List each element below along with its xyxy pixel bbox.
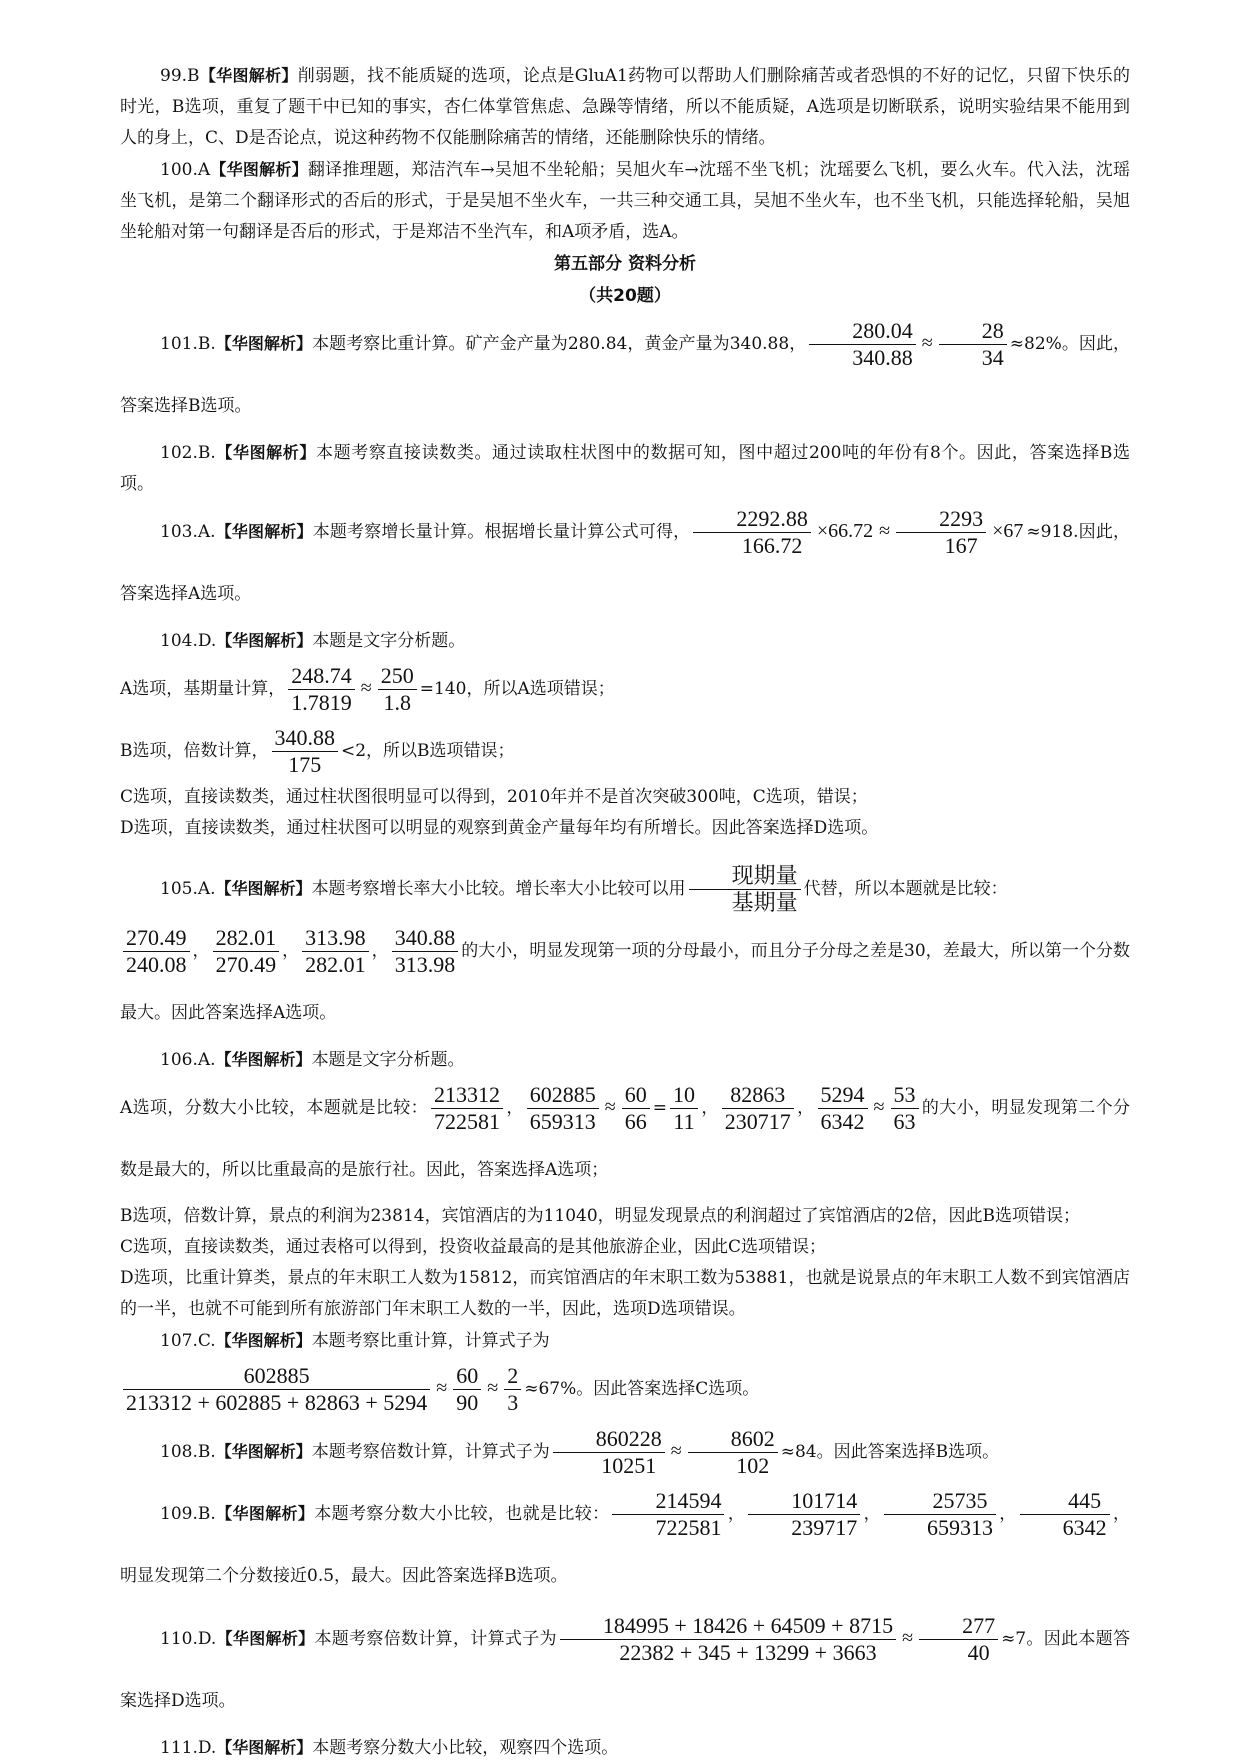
answer-111: 111.D.【华图解析】本题考察分数大小比较，观察四个选项。 [160,1738,619,1758]
section-subtitle: （共20题） [579,286,671,306]
answer-104-option-c: C选项，直接读数类，通过柱状图很明显可以得到，2010年并不是首次突破300吨，C选项，错误； [120,787,868,807]
answer-106-option-d: D选项，比重计算类，景点的年末职工人数为15812，而宾馆酒店的年末职工数为53881，也就是说景点的年末职工人数不到宾馆酒店的一半，也就不可能到所有旅游部门年末职工人数的一半，因此，选项D选项错误。 [120,1268,1130,1319]
answer-103: 103.A.【华图解析】本题考察增长量计算。根据增长量计算公式可得， $\frac{2292.88}{166.72}$ ×66.72 ≈ $\frac{2293}{167}$ ×67 ≈918.因此，答案选择A选项。 [120,506,1130,604]
answer-104: 104.D.【华图解析】本题是文字分析题。 [160,631,466,651]
answer-106: 106.A.【华图解析】本题是文字分析题。 [160,1050,465,1070]
answer-104-option-d: D选项，直接读数类，通过柱状图可以明显的观察到黄金产量每年均有所增长。因此答案选择D选项。 [120,818,879,838]
answer-99: 99.B【华图解析】削弱题，找不能质疑的选项，论点是GluA1药物可以帮助人们删除痛苦或者恐惧的不好的记忆，只留下快乐的时光，B选项，重复了题干中已知的事实，杏仁体掌管焦虑、急躁等情绪，所以不能质疑，A选项是切断联系，说明实验结果不能用到人的身上，C、D是否论点，说这种药物不仅能删除痛苦的情绪，还能删除快乐的情绪。 [120,66,1130,148]
answer-106-option-b: B选项，倍数计算，景点的利润为23814，宾馆酒店的为11040，明显发现景点的利润超过了宾馆酒店的2倍，因此B选项错误； [120,1206,1080,1226]
answer-104-option-a: A选项，基期量计算， $\frac{248.74}{1.7819}$ ≈ $\frac{250}{1.8}$ =140，所以A选项错误； [120,663,615,715]
answer-101: 101.B.【华图解析】本题考察比重计算。矿产金产量为280.84，黄金产量为340.88， $\frac{280.04}{340.88}$ ≈ $\frac{28}{34}$ ≈82%。因此，答案选择B选项。 [120,318,1130,416]
answer-109: 109.B.【华图解析】本题考察分数大小比较，也就是比较： $\frac{214594}{722581}$ ， $\frac{101714}{239717}$ ， $\frac{25735}{659313}$ ， $\frac{445}{6342}$ ，明显发现第二个分数接近0.5，最大。因此答案选择B选项。 [120,1488,1131,1586]
answer-105-fractions: $\frac{270.49}{240.08}$ ， $\frac{282.01}{270.49}$ ， $\frac{313.98}{282.01}$ ， $\frac{340.88}{313.98}$ 的大小，明显发现第一项的分母最小，而且分子分母之差是30，差最大，所以第一个分数最大。因此答案选择A选项。 [120,925,1130,1023]
answer-104-option-b: B选项，倍数计算， $\frac{340.88}{175}$ <2，所以B选项错误； [120,725,515,777]
answer-106-option-c: C选项，直接读数类，通过表格可以得到，投资收益最高的是其他旅游企业，因此C选项错误； [120,1237,827,1257]
answer-100: 100.A【华图解析】翻译推理题，郑洁汽车→吴旭不坐轮船；吴旭火车→沈瑶不坐飞机；沈瑶要么飞机，要么火车。代入法，沈瑶坐飞机，是第二个翻译形式的否后的形式，于是吴旭不坐火车，一共三种交通工具，吴旭不坐火车，也不坐飞机，只能选择轮船，吴旭坐轮船对第一句翻译是否后的形式，于是郑洁不坐汽车，和A项矛盾，选A。 [120,160,1130,242]
answer-106-option-a: A选项，分数大小比较，本题就是比较： $\frac{213312}{722581}$ ， $\frac{602885}{659313}$ ≈ $\frac{60}{66}$ = $\frac{10}{11}$ ， $\frac{82863}{230717}$ ， $\frac{5294}{6342}$ ≈ $\frac{53}{63}$ 的大小，明显发现第二个分数是最大的，所以比重最高的是旅行社。因此，答案选择A选项； [120,1082,1130,1180]
answer-108: 108.B.【华图解析】本题考察倍数计算，计算式子为 $\frac{860228}{10251}$ ≈ $\frac{8602}{102}$ ≈84。因此答案选择B选项。 [160,1426,1000,1478]
answer-107: 107.C.【华图解析】本题考察比重计算，计算式子为 [160,1331,550,1351]
document-page [120,60,1130,1764]
section-title: 第五部分 资料分析 [554,254,696,274]
answer-102: 102.B.【华图解析】本题考察直接读数类。通过读取柱状图中的数据可知，图中超过200吨的年份有8个。因此，答案选择B选项。 [120,443,1130,494]
answer-105: 105.A.【华图解析】本题考察增长率大小比较。增长率大小比较可以用 $\frac{\text{现期量}}{\text{基期量}}$ 代替，所以本题就是比较： [160,863,1008,915]
answer-110: 110.D.【华图解析】本题考察倍数计算，计算式子为 $\frac{184995 + 18426 + 64509 + 8715}{22382 + 345 + 13299 + 3663}$ ≈ $\frac{277}{40}$ ≈7。因此本题答案选择D选项。 [120,1613,1130,1711]
answer-107-formula: $\frac{602885}{213312 + 602885 + 82863 + 5294}$ ≈ $\frac{60}{90}$ ≈ $\frac{2}{3}$ ≈67%。因此答案选择C选项。 [120,1357,1130,1420]
